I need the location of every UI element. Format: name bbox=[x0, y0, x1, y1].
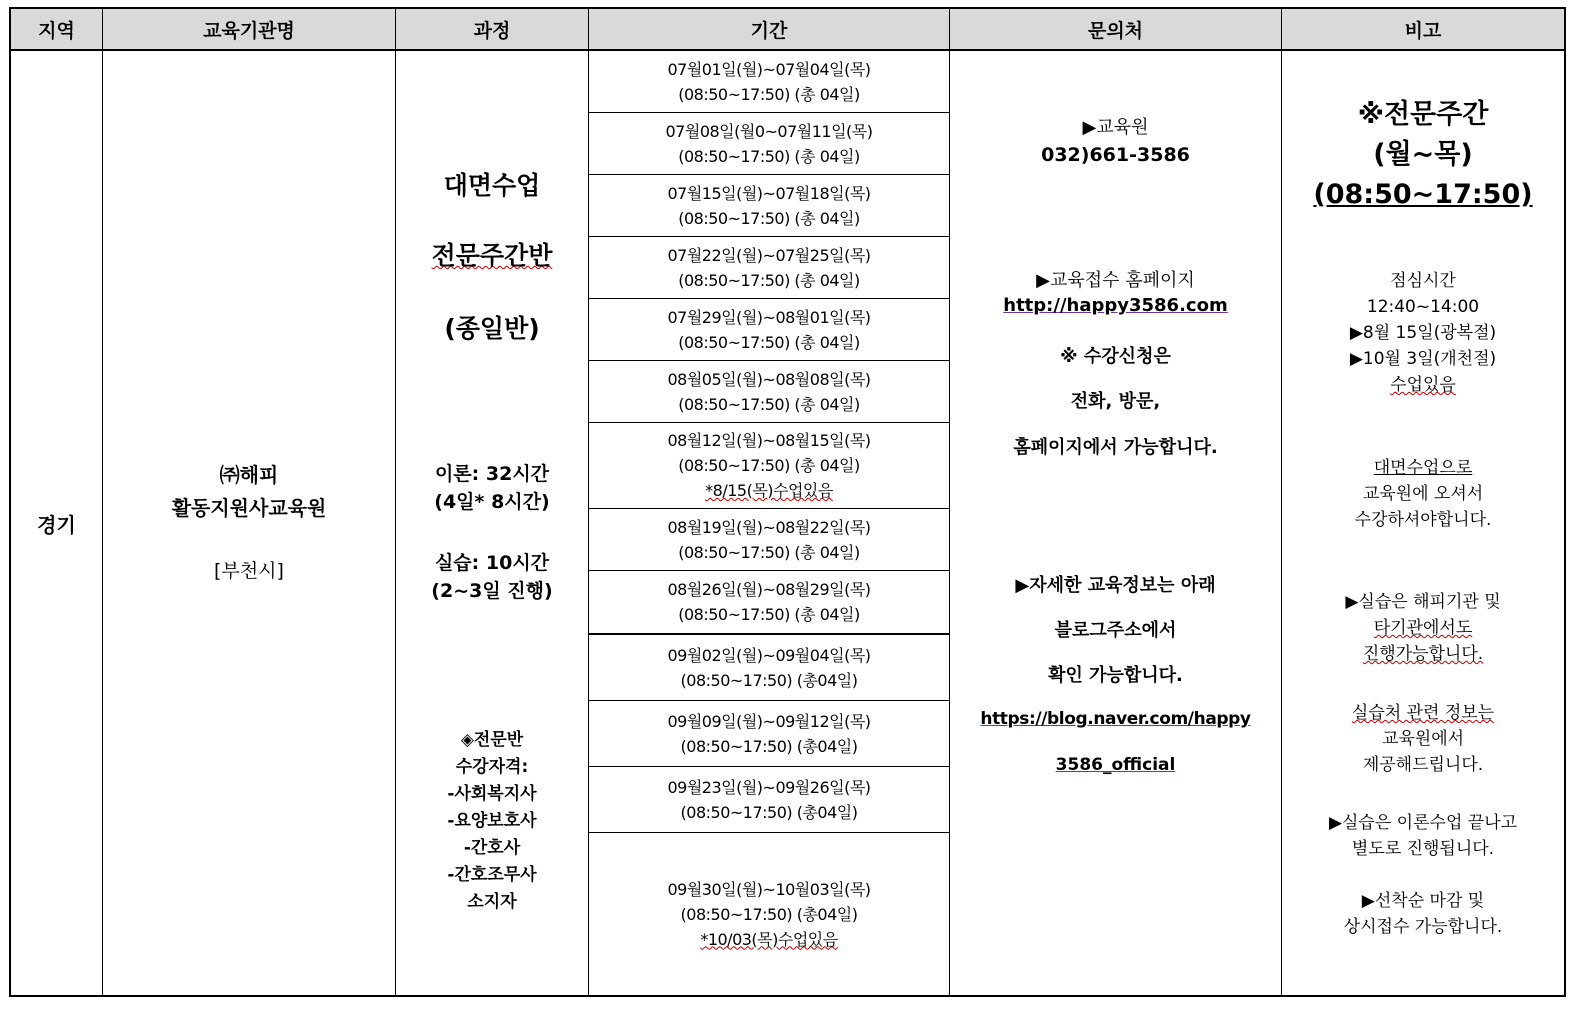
institution-city: [부천시] bbox=[214, 559, 284, 582]
contact-info-line1: ▶자세한 교육정보는 아래 bbox=[1015, 575, 1216, 596]
notes-title-line1: ※전문주간 bbox=[1357, 99, 1489, 130]
practice-info-line1: 실습처 관련 정보는 bbox=[1351, 703, 1495, 723]
contact-info-line3: 확인 가능합니다. bbox=[1048, 665, 1183, 686]
holiday-2: ▶10월 3일(개천절) bbox=[1349, 349, 1497, 369]
contact-label-homepage: ▶교육접수 홈페이지 bbox=[1036, 270, 1195, 291]
period-note: *8/15(목)수업있음 bbox=[705, 481, 833, 500]
contact-info-line2: 블로그주소에서 bbox=[1054, 620, 1177, 641]
homepage-link[interactable]: http://happy3586.com bbox=[1003, 295, 1228, 316]
course-name: 전문주간반 bbox=[431, 241, 553, 270]
header-contact: 문의처 bbox=[950, 9, 1282, 51]
qual-label: 수강자격: bbox=[455, 757, 529, 777]
period-row bbox=[589, 51, 949, 113]
period-row bbox=[589, 113, 949, 175]
period-time: (08:50~17:50) (총04일) bbox=[680, 670, 858, 690]
period-time: (08:50~17:50) (총04일) bbox=[680, 736, 858, 756]
period-date: 09월30일(월)~10월03일(목) bbox=[667, 879, 871, 899]
period-note: *10/03(목)수업있음 bbox=[700, 929, 838, 949]
period-time: (08:50~17:50) (총 04일) bbox=[678, 208, 860, 228]
institution-line1: ㈜해피 bbox=[219, 462, 279, 487]
qual-item: -요양보호사 bbox=[447, 811, 537, 831]
blog-link-line1[interactable]: https://blog.naver.com/happy bbox=[980, 709, 1251, 729]
contact-label-academy: ▶교육원 bbox=[1082, 117, 1149, 138]
period-date: 07월01일(월)~07월04일(목) bbox=[667, 59, 871, 79]
period-row bbox=[589, 833, 949, 995]
period-date: 09월23일(월)~09월26일(목) bbox=[667, 777, 871, 797]
period-row bbox=[589, 175, 949, 237]
period-date: 07월15일(월)~07월18일(목) bbox=[667, 183, 871, 203]
period-time: (08:50~17:50) (총 04일) bbox=[678, 84, 860, 104]
period-date: 08월05일(월)~08월08일(목) bbox=[667, 369, 871, 389]
period-date: 09월09일(월)~09월12일(목) bbox=[667, 711, 871, 731]
period-row bbox=[589, 361, 949, 423]
practice-line3: 진행가능합니다. bbox=[1362, 644, 1484, 664]
header-region: 지역 bbox=[11, 9, 103, 51]
course-type: 대면수업 bbox=[443, 171, 541, 200]
period-time: (08:50~17:50) (총 04일) bbox=[678, 456, 860, 475]
notes-cell bbox=[1282, 51, 1564, 995]
period-row bbox=[589, 767, 949, 833]
header-institution: 교육기관명 bbox=[103, 9, 396, 51]
first-come-line2: 상시접수 가능합니다. bbox=[1343, 917, 1503, 937]
course-theory-detail: (4일* 8시간) bbox=[434, 491, 550, 513]
header-notes: 비고 bbox=[1282, 9, 1564, 51]
period-time: (08:50~17:50) (총04일) bbox=[680, 802, 858, 822]
period-row bbox=[589, 237, 949, 299]
lunch-time: 12:40~14:00 bbox=[1366, 297, 1480, 317]
period-row bbox=[589, 571, 949, 635]
course-sub: (종일반) bbox=[444, 314, 540, 343]
period-row bbox=[589, 423, 949, 509]
header-period: 기간 bbox=[589, 9, 950, 51]
contact-cell bbox=[950, 51, 1282, 995]
practice-sep-line1: ▶실습은 이론수업 끝나고 bbox=[1328, 813, 1518, 833]
period-date: 08월12일(월)~08월15일(목) bbox=[667, 431, 871, 450]
period-time: (08:50~17:50) (총 04일) bbox=[678, 146, 860, 166]
period-row bbox=[589, 701, 949, 767]
qual-title: ◈전문반 bbox=[460, 730, 524, 750]
practice-info-line2: 교육원에서 bbox=[1381, 729, 1465, 749]
practice-info-line3: 제공해드립니다. bbox=[1362, 755, 1484, 775]
period-time: (08:50~17:50) (총 04일) bbox=[678, 605, 860, 624]
f2f-line2: 교육원에 오셔서 bbox=[1362, 484, 1484, 504]
holiday-1: ▶8월 15일(광복절) bbox=[1349, 323, 1497, 343]
region-text: 경기 bbox=[37, 512, 76, 537]
period-row bbox=[589, 635, 949, 701]
period-date: 07월08일(월0~07월11일(목) bbox=[665, 121, 873, 141]
f2f-line3: 수강하셔야합니다. bbox=[1354, 510, 1492, 530]
period-date: 08월19일(월)~08월22일(목) bbox=[667, 517, 871, 537]
region-cell bbox=[11, 51, 103, 995]
course-practice: 실습: 10시간 bbox=[434, 552, 550, 574]
qual-item: -사회복지사 bbox=[447, 784, 537, 804]
practice-line1: ▶실습은 해피기관 및 bbox=[1345, 592, 1501, 612]
contact-reg-line2: 전화, 방문, bbox=[1070, 391, 1161, 412]
period-cell bbox=[589, 51, 950, 995]
period-time: (08:50~17:50) (총 04일) bbox=[678, 394, 860, 414]
course-cell bbox=[396, 51, 589, 995]
period-row bbox=[589, 299, 949, 361]
period-row bbox=[589, 509, 949, 571]
institution-cell bbox=[103, 51, 396, 995]
schedule-table bbox=[9, 7, 1566, 997]
period-date: 08월26일(월)~08월29일(목) bbox=[667, 580, 871, 599]
qual-item: -간호사 bbox=[463, 838, 521, 858]
qual-item: -간호조무사 bbox=[447, 865, 537, 885]
notes-title-line2: (월~목) bbox=[1373, 139, 1473, 170]
contact-reg-line3: 홈페이지에서 가능합니다. bbox=[1013, 437, 1218, 458]
holiday-class: 수업있음 bbox=[1390, 375, 1456, 395]
course-qualification bbox=[396, 727, 588, 916]
period-date: 09월02일(월)~09월04일(목) bbox=[667, 645, 871, 665]
period-date: 07월22일(월)~07월25일(목) bbox=[667, 245, 871, 265]
practice-sep-line2: 별도로 진행됩니다. bbox=[1351, 839, 1495, 859]
period-time: (08:50~17:50) (총 04일) bbox=[678, 270, 860, 290]
period-time: (08:50~17:50) (총04일) bbox=[680, 904, 858, 924]
notes-title-line3: (08:50~17:50) bbox=[1313, 179, 1533, 210]
period-date: 07월29일(월)~08월01일(목) bbox=[667, 307, 871, 327]
qual-item: 소지자 bbox=[467, 892, 517, 912]
lunch-label: 점심시간 bbox=[1390, 271, 1456, 291]
period-time: (08:50~17:50) (총 04일) bbox=[678, 542, 860, 562]
institution-line2: 활동지원사교육원 bbox=[171, 495, 327, 520]
course-practice-detail: (2~3일 진행) bbox=[431, 580, 553, 602]
contact-phone: 032)661-3586 bbox=[1041, 144, 1190, 166]
first-come-line1: ▶선착순 마감 및 bbox=[1361, 891, 1485, 911]
blog-link-line2[interactable]: 3586_official bbox=[1055, 755, 1176, 775]
contact-reg-line1: ※ 수강신청은 bbox=[1060, 346, 1171, 367]
institution-name bbox=[172, 459, 327, 588]
practice-line2: 타기관에서도 bbox=[1373, 618, 1473, 638]
f2f-line1: 대면수업으로 bbox=[1373, 458, 1473, 478]
period-time: (08:50~17:50) (총 04일) bbox=[678, 332, 860, 352]
header-course: 과정 bbox=[396, 9, 589, 51]
course-theory: 이론: 32시간 bbox=[434, 463, 550, 485]
